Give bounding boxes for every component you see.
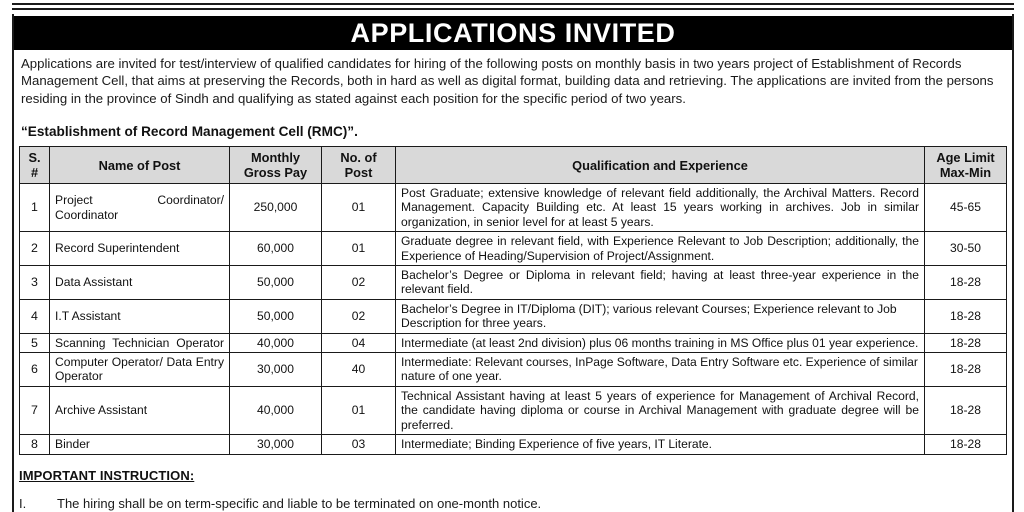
top-rule-upper xyxy=(12,3,1014,5)
table-row xyxy=(20,353,1007,387)
table-body xyxy=(20,184,1007,455)
col-header-age-line2: Max-Min xyxy=(939,165,992,180)
footer-section xyxy=(19,468,1006,511)
cell-number: 02 xyxy=(322,266,396,300)
cell-number: 40 xyxy=(322,353,396,387)
intro-paragraph: Applications are invited for test/interview of qualified candidates for hiring of the following posts on monthly basis in two years project of Establishment of Records Management Cell, that aims at preserving the Records, both in hard as well as digital format, building data and retrieving. The applications are invited from the persons residing in the province of Sindh and qualifying as stated against each position for the specific period of two years. xyxy=(21,56,994,106)
table-row xyxy=(20,333,1007,352)
cell-number: 01 xyxy=(322,184,396,232)
cell-qualification: Intermediate; Binding Experience of five years, IT Literate. xyxy=(396,435,925,454)
cell-serial: 3 xyxy=(20,266,50,300)
col-header-age-line1: Age Limit xyxy=(936,150,995,165)
cell-number: 03 xyxy=(322,435,396,454)
cell-qualification: Intermediate: Relevant courses, InPage Software, Data Entry Software etc. Experience of similar nature of one year. xyxy=(396,353,925,387)
col-header-number-line2: Post xyxy=(344,165,373,180)
banner xyxy=(14,16,1012,50)
cell-post: Archive Assistant xyxy=(50,386,230,434)
cell-post: Binder xyxy=(50,435,230,454)
cell-number: 04 xyxy=(322,333,396,352)
table-row xyxy=(20,184,1007,232)
cell-post: Record Superintendent xyxy=(50,232,230,266)
cell-age: 18-28 xyxy=(925,266,1007,300)
table-row xyxy=(20,266,1007,300)
cell-serial: 2 xyxy=(20,232,50,266)
cell-qualification: Bachelor’s Degree in IT/Diploma (DIT); various relevant Courses; Experience relevant to Job Description for three years. xyxy=(396,299,925,333)
cell-serial: 1 xyxy=(20,184,50,232)
instruction-item xyxy=(19,496,1006,511)
col-header-serial-line2: # xyxy=(30,165,39,180)
table-row xyxy=(20,232,1007,266)
cell-number: 02 xyxy=(322,299,396,333)
col-header-post: Name of Post xyxy=(50,147,230,184)
cell-pay: 30,000 xyxy=(230,353,322,387)
instruction-text: The hiring shall be on term-specific and liable to be terminated on one-month notice. xyxy=(57,496,542,511)
cell-post: I.T Assistant xyxy=(50,299,230,333)
cell-age: 18-28 xyxy=(925,353,1007,387)
cell-age: 18-28 xyxy=(925,435,1007,454)
cell-serial: 7 xyxy=(20,386,50,434)
col-header-pay xyxy=(230,147,322,184)
cell-post: Data Assistant xyxy=(50,266,230,300)
col-header-serial xyxy=(20,147,50,184)
cell-pay: 30,000 xyxy=(230,435,322,454)
cell-qualification: Technical Assistant having at least 5 years of experience for Management of Archival Record, the candidate having diploma or course in Archival Management with graduate degree will be preferred. xyxy=(396,386,925,434)
cell-age: 18-28 xyxy=(925,333,1007,352)
cell-serial: 4 xyxy=(20,299,50,333)
cell-number: 01 xyxy=(322,232,396,266)
table-row xyxy=(20,386,1007,434)
top-rule-lower xyxy=(12,8,1014,10)
cell-qualification: Graduate degree in relevant field, with Experience Relevant to Job Description; additionally, the Experience of Heading/Supervision of Project/Assignment. xyxy=(396,232,925,266)
cell-age: 30-50 xyxy=(925,232,1007,266)
cell-post: Scanning Technician Operator xyxy=(50,333,230,352)
table-header xyxy=(20,147,1007,184)
cell-post: Project Coordinator/ Coordinator xyxy=(50,184,230,232)
col-header-pay-line2: Gross Pay xyxy=(243,165,308,180)
table-row xyxy=(20,299,1007,333)
cell-serial: 6 xyxy=(20,353,50,387)
posts-table-wrapper xyxy=(19,146,1006,455)
cell-pay: 40,000 xyxy=(230,386,322,434)
table-row xyxy=(20,435,1007,454)
cell-qualification: Post Graduate; extensive knowledge of relevant field additionally, the Archival Matters. Record Management. Capacity Building etc. At least 15 years working in archives. Job in similar organization, in senior level for at least 5 years. xyxy=(396,184,925,232)
page-title: APPLICATIONS INVITED xyxy=(350,17,676,48)
project-subtitle: “Establishment of Record Management Cell (RMC)”. xyxy=(21,124,358,139)
cell-serial: 8 xyxy=(20,435,50,454)
table-header-row xyxy=(20,147,1007,184)
col-header-qualification: Qualification and Experience xyxy=(396,147,925,184)
cell-age: 18-28 xyxy=(925,386,1007,434)
cell-qualification: Intermediate (at least 2nd division) plus 06 months training in MS Office plus 01 year experience. xyxy=(396,333,925,352)
cell-pay: 250,000 xyxy=(230,184,322,232)
col-header-number xyxy=(322,147,396,184)
cell-pay: 50,000 xyxy=(230,299,322,333)
instruction-marker: I. xyxy=(19,496,27,511)
cell-pay: 60,000 xyxy=(230,232,322,266)
cell-post: Computer Operator/ Data Entry Operator xyxy=(50,353,230,387)
posts-table xyxy=(19,146,1007,455)
cell-pay: 50,000 xyxy=(230,266,322,300)
cell-number: 01 xyxy=(322,386,396,434)
col-header-pay-line1: Monthly xyxy=(250,150,301,165)
important-instruction-heading: IMPORTANT INSTRUCTION: xyxy=(19,468,195,483)
cell-age: 45-65 xyxy=(925,184,1007,232)
cell-pay: 40,000 xyxy=(230,333,322,352)
col-header-age xyxy=(925,147,1007,184)
col-header-serial-line1: S. xyxy=(28,150,41,165)
cell-age: 18-28 xyxy=(925,299,1007,333)
cell-serial: 5 xyxy=(20,333,50,352)
cell-qualification: Bachelor’s Degree or Diploma in relevant field; having at least three-year experience in the relevant field. xyxy=(396,266,925,300)
col-header-number-line1: No. of xyxy=(340,150,377,165)
